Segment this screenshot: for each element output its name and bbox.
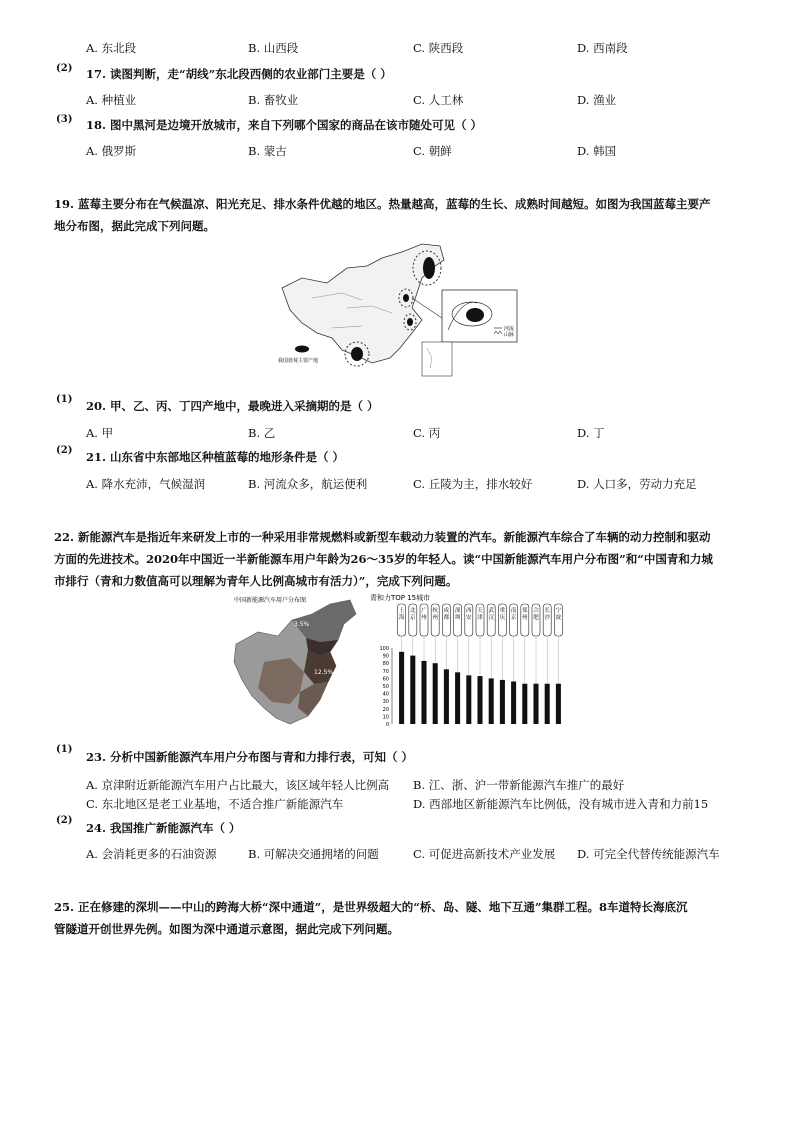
bar — [511, 681, 516, 724]
map-title: 中国新能源汽车用户分布图 — [234, 597, 307, 604]
bar — [522, 684, 527, 724]
q16-option-a[interactable]: A. 东北段 — [86, 41, 137, 55]
bar — [500, 680, 505, 724]
map-percentage-label: 12.5% — [314, 669, 334, 676]
y-tick-label: 10 — [382, 714, 389, 721]
bar — [410, 656, 415, 724]
stem-line: 市排行（青和力数值高可以理解为青年人比例高城市有活力）”，完成下列问题。 — [54, 574, 458, 588]
sub-question-number: (2) — [56, 63, 73, 74]
category-label: 津 — [477, 615, 483, 621]
q21-option-c[interactable]: C. 丘陵为主，排水较好 — [413, 477, 533, 491]
question-20-text: 20. 甲、乙、丙、丁四产地中，最晚进入采摘期的是（ ） — [86, 399, 379, 413]
bar — [433, 663, 438, 724]
q24-option-c[interactable]: C. 可促进高新技术产业发展 — [413, 847, 556, 861]
south-sea-inset — [422, 342, 452, 376]
question-25-stem — [54, 896, 744, 940]
category-label: 肥 — [533, 615, 539, 621]
category-label: 庆 — [499, 615, 506, 621]
sub-question-number: (2) — [56, 445, 73, 456]
y-tick-label: 50 — [382, 684, 389, 690]
question-21-text: 21. 山东省中东部地区种植蓝莓的地形条件是（ ） — [86, 450, 345, 464]
q17-option-a[interactable]: A. 种植业 — [86, 93, 137, 107]
q18-option-c[interactable]: C. 朝鲜 — [413, 144, 452, 158]
bar — [533, 684, 538, 724]
question-23-text: 23. 分析中国新能源汽车用户分布图与青和力排行表，可知（ ） — [86, 750, 414, 764]
category-label: 海 — [398, 615, 405, 621]
bar — [489, 678, 494, 724]
q24-option-b[interactable]: B. 可解决交通拥堵的问题 — [248, 847, 379, 861]
category-label: 上 — [398, 608, 405, 614]
category-label: 京 — [510, 615, 517, 621]
category-label: 北 — [410, 608, 416, 614]
category-label: 京 — [410, 615, 416, 621]
q23-option-d[interactable]: D. 西部地区新能源汽车比例低，没有城市进入青和力前15 — [413, 797, 709, 811]
category-label: 汉 — [488, 615, 494, 621]
q20-option-a[interactable]: A. 甲 — [86, 426, 114, 440]
q18-option-d[interactable]: D. 韩国 — [577, 144, 617, 158]
y-tick-label: 20 — [382, 706, 389, 713]
q23-option-b[interactable]: B. 江、浙、沪一带新能源汽车推广的最好 — [413, 778, 625, 792]
sub-question-number: (2) — [56, 815, 73, 826]
q20-option-c[interactable]: C. 丙 — [413, 426, 441, 440]
question-18-text: 18. 图中黑河是边境开放城市，来自下列哪个国家的商品在该市随处可见（ ） — [86, 118, 483, 132]
category-label: 成 — [443, 608, 450, 614]
q17-option-c[interactable]: C. 人工林 — [413, 93, 464, 107]
stem-line: 管隧道开创世界先例。如图为深中通道示意图，据此完成下列问题。 — [54, 922, 399, 936]
category-label: 州 — [522, 615, 528, 621]
category-label: 南 — [510, 608, 517, 614]
blueberry-distribution-map — [272, 238, 522, 380]
sub-question-number: (1) — [56, 394, 73, 405]
nev-user-distribution-map — [230, 592, 360, 734]
q16-option-d[interactable]: D. 西南段 — [577, 41, 628, 55]
stem-line: 地分布图，据此完成下列问题。 — [54, 219, 215, 233]
y-tick-label: 0 — [385, 722, 389, 728]
category-label: 杭 — [432, 608, 438, 614]
q17-option-d[interactable]: D. 渔业 — [577, 93, 617, 107]
y-tick-label: 40 — [382, 691, 389, 698]
category-label: 广 — [421, 608, 427, 614]
q18-option-a[interactable]: A. 俄罗斯 — [86, 144, 137, 158]
bar — [556, 684, 561, 724]
category-label: 宁 — [555, 608, 562, 614]
bar — [545, 684, 550, 724]
category-label: 波 — [555, 615, 562, 621]
bar — [399, 652, 404, 724]
q16-option-c[interactable]: C. 陕西段 — [413, 41, 464, 55]
map-percentage-label: 3.5% — [294, 621, 310, 628]
q24-option-d[interactable]: D. 可完全代替传统能源汽车 — [577, 847, 720, 861]
stem-line: 25. 正在修建的深圳——中山的跨海大桥“深中通道”，是世界级超大的“桥、岛、隧、地下互通”集群工程。8车道特长海底沉 — [54, 900, 688, 914]
y-tick-label: 100 — [379, 646, 389, 652]
stem-line: 19. 蓝莓主要分布在气候温凉、阳光充足、排水条件优越的地区。热量越高，蓝莓的生长、成熟时间越短。如图为我国蓝莓主要产 — [54, 197, 711, 211]
q16-option-b[interactable]: B. 山西段 — [248, 41, 299, 55]
y-tick-label: 30 — [382, 699, 389, 706]
chart-title: 青和力TOP 15城市 — [370, 594, 431, 602]
bar — [444, 669, 449, 724]
question-24-text: 24. 我国推广新能源汽车（ ） — [86, 821, 241, 835]
bar — [477, 676, 482, 724]
q17-option-b[interactable]: B. 畜牧业 — [248, 93, 299, 107]
category-label: 天 — [477, 608, 483, 614]
inset-legend-river: 河流 — [504, 326, 515, 332]
y-tick-label: 80 — [382, 661, 389, 668]
stem-line: 方面的先进技术。2020年中国近一半新能源车用户年龄为26～35岁的年轻人。读“中国新能源汽车用户分布图”和“中国青和力城 — [54, 552, 713, 566]
legend-swatch — [295, 346, 309, 353]
y-tick-label: 70 — [382, 668, 389, 675]
q24-option-a[interactable]: A. 会消耗更多的石油资源 — [86, 847, 217, 861]
y-tick-label: 60 — [382, 676, 389, 683]
category-label: 武 — [488, 608, 494, 614]
bar — [421, 661, 426, 724]
category-label: 深 — [454, 608, 461, 614]
category-label: 沙 — [544, 615, 550, 621]
question-22-stem — [54, 526, 744, 592]
category-label: 长 — [544, 608, 550, 614]
category-label: 安 — [466, 615, 472, 621]
category-label: 圳 — [454, 615, 461, 621]
youth-vitality-bar-chart — [368, 590, 568, 730]
q20-option-d[interactable]: D. 丁 — [577, 426, 605, 440]
stem-line: 22. 新能源汽车是指近年来研发上市的一种采用非常规燃料或新型车载动力装置的汽车。新能源汽车综合了车辆的动力控制和驱动 — [54, 530, 711, 544]
category-label: 合 — [533, 608, 539, 614]
category-label: 都 — [443, 615, 450, 621]
q23-option-c[interactable]: C. 东北地区是老工业基地，不适合推广新能源汽车 — [86, 797, 344, 811]
category-label: 西 — [466, 608, 472, 614]
map-legend-label: 我国蓝莓主要产地 — [278, 358, 319, 364]
q21-option-a[interactable]: A. 降水充沛，气候湿润 — [86, 477, 206, 491]
question-19-stem — [54, 193, 744, 237]
category-label: 州 — [421, 615, 427, 621]
category-label: 重 — [499, 608, 506, 614]
inset-legend-mountain: 山脉 — [504, 332, 515, 338]
q18-option-b[interactable]: B. 蒙古 — [248, 144, 287, 158]
bar — [466, 675, 471, 724]
question-17-text: 17. 读图判断，走“胡线”东北段西侧的农业部门主要是（ ） — [86, 67, 392, 81]
q21-option-b[interactable]: B. 河流众多，航运便利 — [248, 477, 368, 491]
q20-option-b[interactable]: B. 乙 — [248, 426, 276, 440]
sub-question-number: (3) — [56, 114, 73, 125]
category-label: 郑 — [522, 608, 528, 614]
q21-option-d[interactable]: D. 人口多，劳动力充足 — [577, 477, 697, 491]
sub-question-number: (1) — [56, 744, 73, 755]
category-label: 州 — [432, 615, 438, 621]
bar — [455, 672, 460, 724]
q23-option-a[interactable]: A. 京津附近新能源汽车用户占比最大，该区域年轻人比例高 — [86, 778, 390, 792]
y-tick-label: 90 — [382, 653, 389, 660]
